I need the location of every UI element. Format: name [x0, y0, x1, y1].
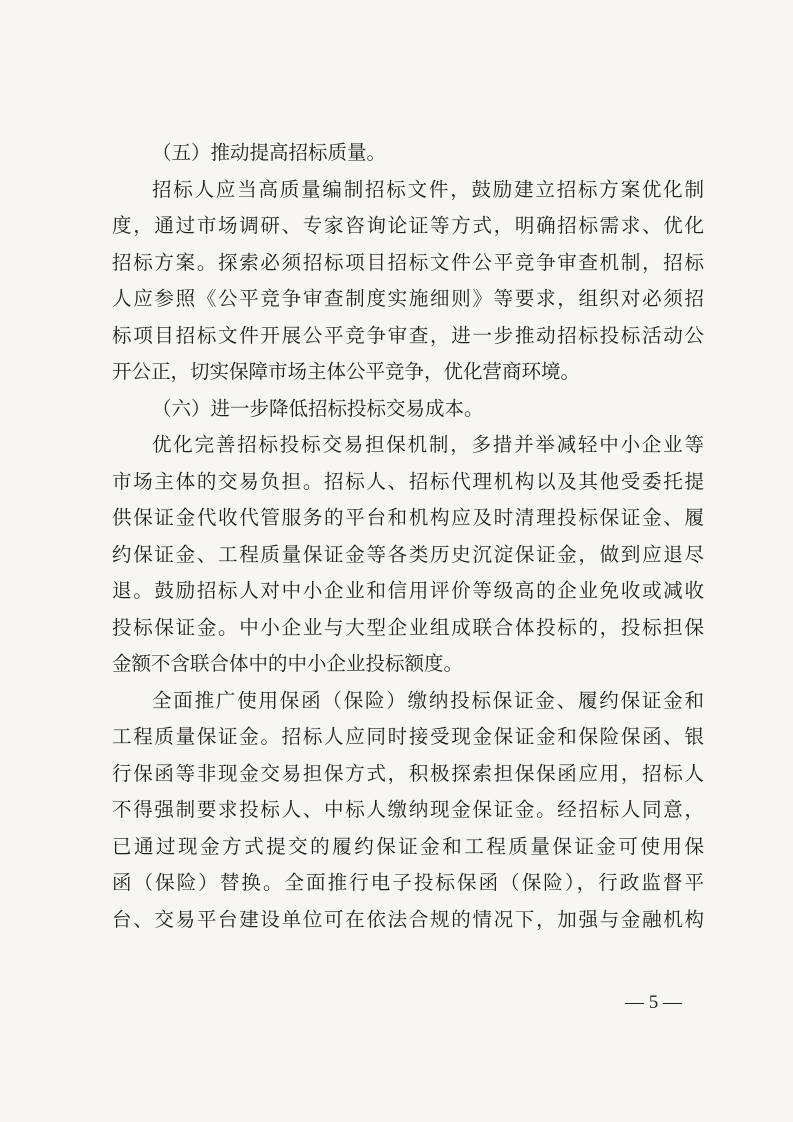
- paragraph-line: 工程质量保证金。招标人应同时接受现金保证金和保险保函、银: [112, 725, 704, 748]
- document-body: [112, 135, 704, 938]
- paragraph-line: 招标方案。探索必须招标项目招标文件公平竞争审查机制，招标: [112, 250, 704, 274]
- paragraph-line: 招标人应当高质量编制招标文件，鼓励建立招标方案优化制: [152, 177, 704, 201]
- paragraph-line: 金额不含联合体中的中小企业投标额度。: [112, 652, 464, 675]
- paragraph-letter-of-guarantee: [112, 683, 704, 939]
- section-heading-6: （六）进一步降低招标投标交易成本。: [152, 396, 484, 420]
- paragraph-line: 退。鼓励招标人对中小企业和信用评价等级高的企业免收或减收: [112, 579, 704, 602]
- paragraph-line: 已通过现金方式提交的履约保证金和工程质量保证金可使用保: [112, 834, 704, 858]
- paragraph-line: 不得强制要求投标人、中标人缴纳现金保证金。经招标人同意，: [112, 798, 704, 821]
- paragraph-line: 市场主体的交易负担。招标人、招标代理机构以及其他受委托提: [112, 469, 704, 493]
- paragraph-line: 约保证金、工程质量保证金等各类历史沉淀保证金，做到应退尽: [112, 542, 704, 566]
- paragraph-guarantee-mechanism: [112, 427, 704, 683]
- paragraph-line: 供保证金代收代管服务的平台和机构应及时清理投标保证金、履: [112, 506, 704, 529]
- paragraph-line: 优化完善招标投标交易担保机制，多措并举减轻中小企业等: [152, 433, 704, 456]
- paragraph-line: 行保函等非现金交易担保方式，积极探索担保保函应用，招标人: [112, 761, 704, 785]
- section-heading-5: （五）推动提高招标质量。: [152, 141, 387, 164]
- page-number: — 5 —: [625, 992, 682, 1013]
- paragraph-line: 人应参照《公平竞争审查制度实施细则》等要求，组织对必须招: [112, 287, 704, 310]
- paragraph-line: 度，通过市场调研、专家咨询论证等方式，明确招标需求、优化: [112, 214, 704, 237]
- paragraph-line: 标项目招标文件开展公平竞争审查，进一步推动招标投标活动公: [112, 323, 704, 347]
- paragraph-line: 函（保险）替换。全面推行电子投标保函（保险），行政监督平: [112, 871, 704, 894]
- paragraph-tender-quality: [112, 172, 704, 391]
- paragraph-line: 投标保证金。中小企业与大型企业组成联合体投标的，投标担保: [112, 615, 704, 639]
- paragraph-line: 台、交易平台建设单位可在依法合规的情况下，加强与金融机构: [112, 907, 704, 931]
- paragraph-line: 开公正，切实保障市场主体公平竞争，优化营商环境。: [112, 360, 581, 383]
- paragraph-line: 全面推广使用保函（保险）缴纳投标保证金、履约保证金和: [152, 688, 704, 712]
